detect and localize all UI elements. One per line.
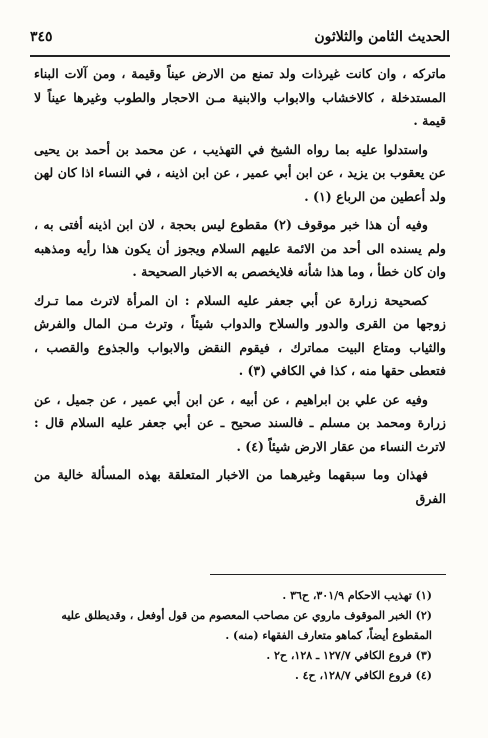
- header-divider: [30, 55, 450, 57]
- paragraph: واستدلوا عليه بما رواه الشيخ في التهذيب ، عن محمد بن أحمد بن يحيى عن يعقوب بن يزيد ، عن ابن أبي عمير ، عن ابن اذينه ، في النساء اذا كان لهن ولد أعطين من الرباع (١) .: [34, 141, 446, 204]
- paragraph: ماتركه ، وان كانت غيرذات ولد تمنع من الارض عيناً وقيمة ، ومن آلات البناء المستدخلة ، كالاخشاب والابواب والابنية مـن الاحجار والطوب وغيرها عيناً لا قيمة .: [34, 66, 446, 128]
- page-number: ٣٤٥: [30, 29, 53, 45]
- footnote-divider: [210, 574, 446, 575]
- paragraph: كصحيحة زرارة عن أبي جعفر عليه السلام : ان المرأة لاترث مما تـرك زوجها من القرى والدور والسلاح والدواب شيئاً ، وترث مـن المال والفرش والثياب ومتاع البيت مماترك ، فيقوم النقض والابواب والجذوع والقصب ، فتعطى حقها منه ، كذا في الكافي (٣) .: [34, 292, 446, 378]
- body-text: [34, 62, 446, 515]
- page-header: [30, 22, 450, 52]
- paragraph: وفيه أن هذا خبر موقوف (٢) مقطوع ليس بحجة ، لان ابن اذينه أفتى به ، ولم يسنده الى أحد من الائمة عليهم السلام ويجوز أن يكون هذا رأيه ومذهبه وان كان خطأ ، وما هذا شأنه فلايخصص به الاخبار الصحيحة .: [34, 217, 446, 279]
- running-title: الحديث الثامن والثلاثون: [314, 29, 450, 45]
- footnote: (٣) فروع الكافي ١٢٧/٧ ـ ١٢٨، ح٢ .: [266, 649, 432, 662]
- paragraph: وفيه عن علي بن ابراهيم ، عن أبيه ، عن ابن أبي عمير ، عن جميل ، عن زرارة ومحمد بن مسلم ـ فالسند صحيح ـ عن أبي جعفر عليه السلام قال : لاترث النساء من عقار الارض شيئاً (٤) .: [34, 391, 446, 454]
- footnote: (٤) فروع الكافي ١٢٨/٧، ح٤ .: [294, 669, 432, 682]
- footnotes: [34, 586, 446, 686]
- footnote: (٢) الخبر الموقوف ماروي عن مصاحب المعصوم من قول أوفعل ، وقديطلق عليه المقطوع أيضاً، كماهو متعارف الفقهاء (منه) .: [61, 609, 432, 642]
- footnote: (١) تهذيب الاحكام ٣٠١/٩، ح٣٦ .: [282, 589, 432, 602]
- paragraph: فهذان وما سبقهما وغيرهما من الاخبار المتعلقة بهذه المسألة خالية من الفرق: [34, 467, 446, 506]
